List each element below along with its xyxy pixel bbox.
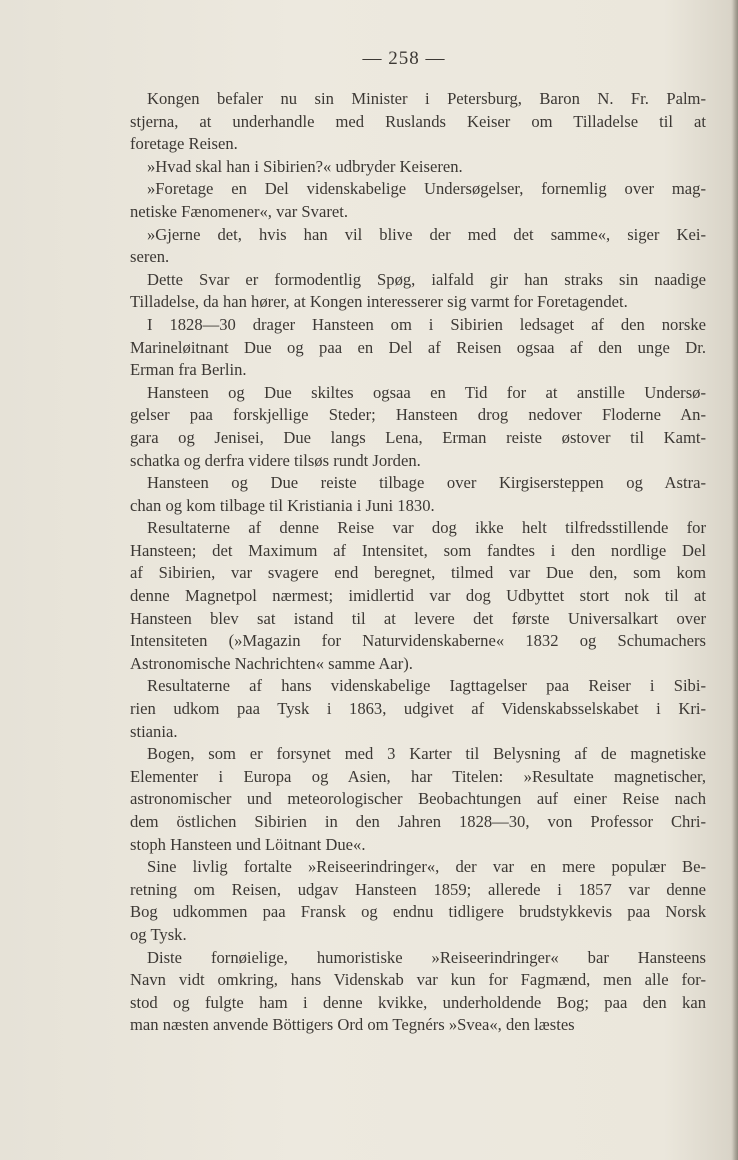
text-line: gelser paa forskjellige Steder; Hansteen drog nedover Floderne An-: [130, 405, 706, 425]
text-line: Dette Svar er formodentlig Spøg, ialfald gir han straks sin naadige: [147, 269, 706, 289]
text-line: schatka og derfra videre tilsøs rundt Jorden.: [130, 450, 421, 470]
text-line: stjerna, at underhandle med Ruslands Keiser om Tilladelse til at: [130, 111, 706, 131]
text-line: stiania.: [130, 721, 178, 741]
text-line: Resultaterne af hans videnskabelige Iagttagelser paa Reiser i Sibi-: [147, 676, 706, 696]
text-line: Marineløitnant Due og paa en Del af Reisen ogsaa af den unge Dr.: [130, 337, 706, 357]
text-line: Hansteen blev sat istand til at levere det første Universalkart over: [130, 608, 706, 628]
paragraph: [130, 675, 706, 743]
text-line: netiske Fænomener«, var Svaret.: [130, 201, 348, 221]
paragraph: [130, 224, 706, 269]
text-line: Astronomische Nachrichten« samme Aar).: [130, 653, 413, 673]
body-text: [130, 88, 706, 1037]
paragraph: [130, 947, 706, 1037]
text-line: gara og Jenisei, Due langs Lena, Erman reiste østover til Kamt-: [130, 427, 706, 447]
text-line: dem östlichen Sibirien in den Jahren 1828—30, von Professor Chri-: [130, 812, 706, 831]
text-line: og Tysk.: [130, 924, 187, 944]
text-line: Bog udkommen paa Fransk og endnu tidligere brudstykkevis paa Norsk: [130, 902, 706, 922]
paragraph: [130, 314, 706, 382]
text-line: af Sibirien, var svagere end beregnet, tilmed var Due den, som kom: [130, 563, 706, 583]
text-line: I 1828—30 drager Hansteen om i Sibirien ledsaget af den norske: [147, 314, 706, 334]
paragraph: [130, 856, 706, 946]
text-line: Elementer i Europa og Asien, har Titelen: »Resultate magnetischer,: [130, 766, 706, 786]
paragraph: [130, 743, 706, 856]
text-line: retning om Reisen, udgav Hansteen 1859; allerede i 1857 var denne: [130, 879, 706, 899]
text-line: chan og kom tilbage til Kristiania i Juni 1830.: [130, 495, 435, 515]
paragraph: [130, 269, 706, 314]
text-line: Tilladelse, da han hører, at Kongen interesserer sig varmt for Foretagendet.: [130, 292, 628, 312]
paragraph: [130, 472, 706, 517]
text-line: stoph Hansteen und Löitnant Due«.: [130, 834, 366, 854]
text-line: Intensiteten (»Magazin for Naturvidenskaberne« 1832 og Schumachers: [130, 631, 706, 651]
paragraph: [130, 178, 706, 223]
text-line: foretage Reisen.: [130, 134, 238, 154]
text-line: »Hvad skal han i Sibirien?« udbryder Keiseren.: [147, 156, 463, 176]
paragraph: [130, 517, 706, 675]
text-line: Bogen, som er forsynet med 3 Karter til Belysning af de magnetiske: [147, 744, 706, 764]
page-edge-shadow: [732, 0, 738, 1160]
text-line: Navn vidt omkring, hans Videnskab var kun for Fagmænd, men alle for-: [130, 970, 706, 990]
text-line: »Gjerne det, hvis han vil blive der med det samme«, siger Kei-: [147, 224, 706, 244]
text-line: seren.: [130, 247, 170, 267]
text-line: man næsten anvende Böttigers Ord om Tegnérs »Svea«, den læstes: [130, 1015, 575, 1035]
text-line: Diste fornøielige, humoristiske »Reiseerindringer« bar Hansteens: [147, 947, 706, 967]
text-line: Kongen befaler nu sin Minister i Petersburg, Baron N. Fr. Palm-: [147, 89, 706, 108]
text-line: Hansteen og Due reiste tilbage over Kirgisersteppen og Astra-: [147, 473, 706, 493]
text-line: »Foretage en Del videnskabelige Undersøgelser, fornemlig over mag-: [147, 179, 706, 199]
text-line: rien udkom paa Tysk i 1863, udgivet af Videnskabsselskabet i Kri-: [130, 699, 706, 719]
text-line: Hansteen og Due skiltes ogsaa en Tid for at anstille Undersø-: [147, 382, 706, 402]
text-line: Sine livlig fortalte »Reiseerindringer«, der var en mere populær Be-: [147, 857, 706, 877]
text-line: Erman fra Berlin.: [130, 360, 247, 380]
text-line: Hansteen; det Maximum af Intensitet, som fandtes i den nordlige Del: [130, 540, 706, 560]
page-number: — 258 —: [362, 48, 446, 69]
text-line: denne Magnetpol nærmest; imidlertid var dog Udbyttet stort nok til at: [130, 586, 706, 606]
paragraph: [130, 88, 706, 156]
text-line: Resultaterne af denne Reise var dog ikke helt tilfredsstillende for: [147, 518, 706, 538]
text-line: astronomischer und meteorologischer Beobachtungen auf einer Reise nach: [130, 789, 706, 809]
paragraph: [130, 382, 706, 472]
text-line: stod og fulgte ham i denne kvikke, underholdende Bog; paa den kan: [130, 992, 706, 1012]
paragraph: [130, 156, 706, 179]
